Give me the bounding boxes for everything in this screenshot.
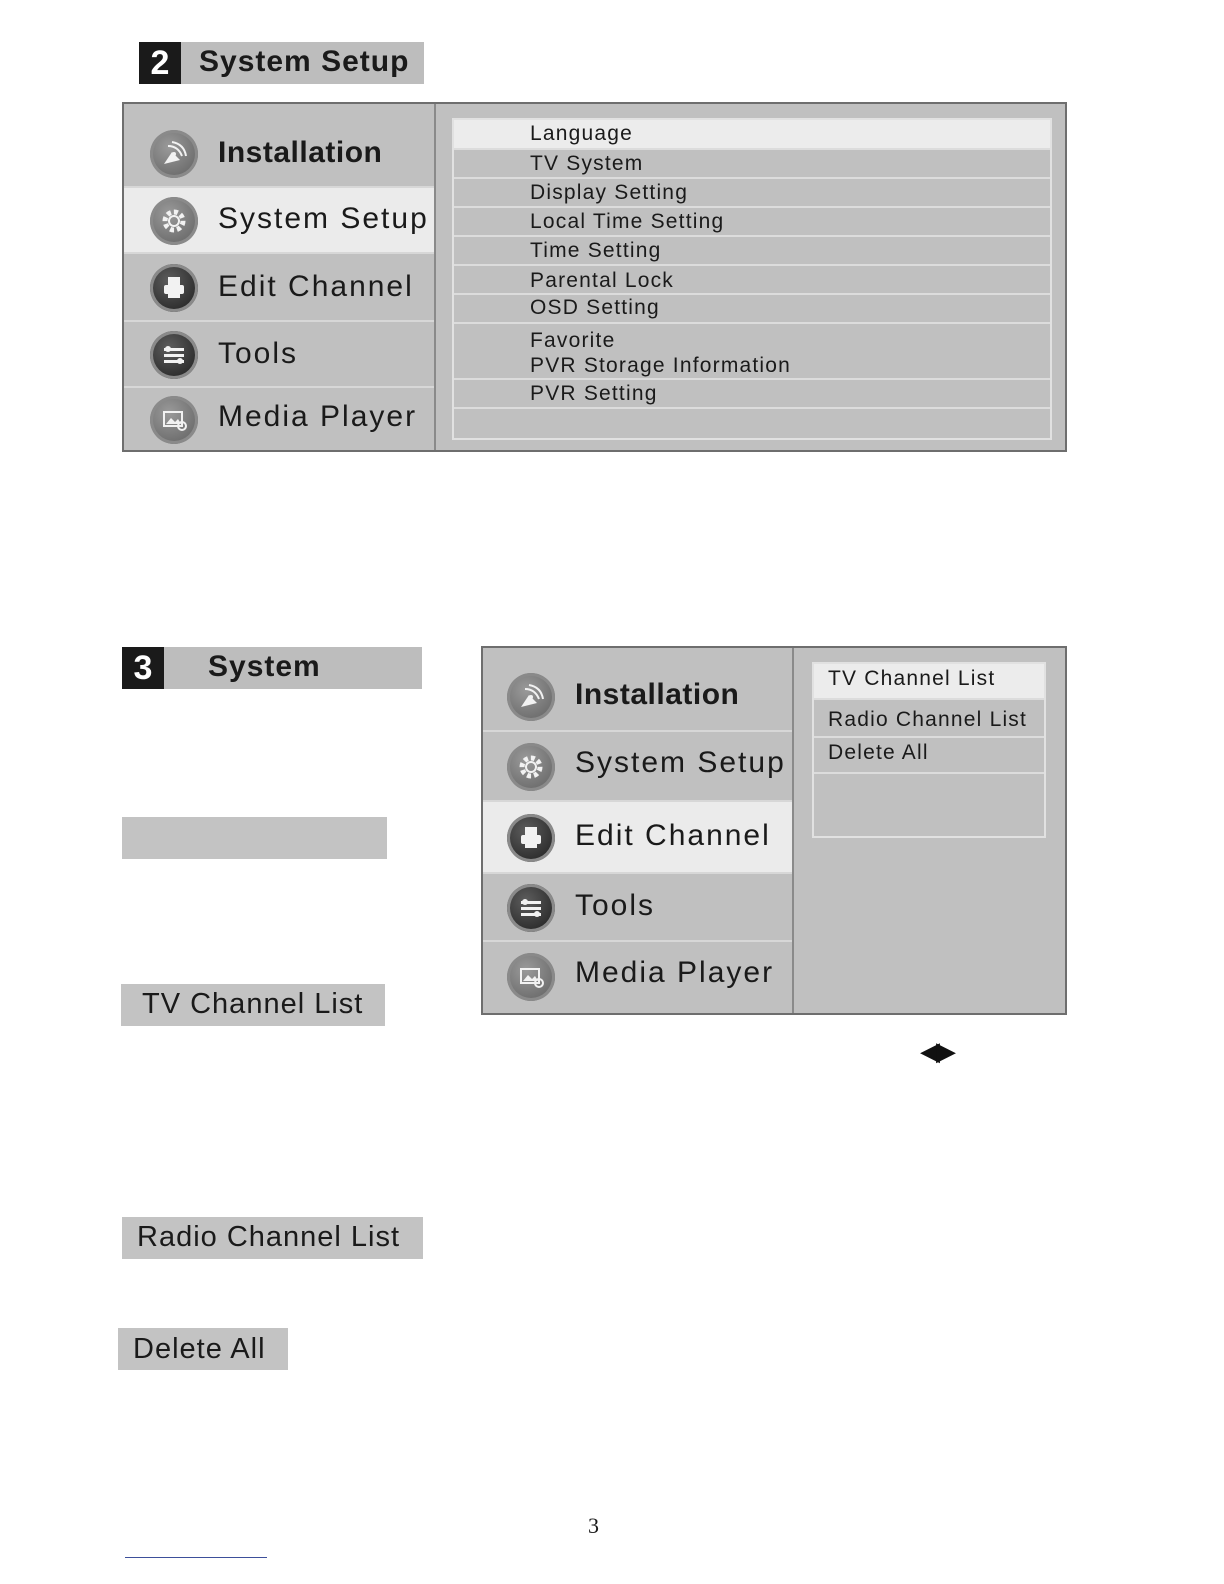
section-number: 2 bbox=[139, 42, 181, 84]
menu-item-tools[interactable] bbox=[483, 874, 792, 942]
edit-channel-menu-frame bbox=[481, 646, 1067, 1015]
section-title: System Setup bbox=[199, 45, 410, 78]
menu-item-media-player[interactable] bbox=[124, 388, 434, 450]
menu-item-edit-channel[interactable] bbox=[124, 254, 434, 322]
submenu-item-tv-channel-list[interactable]: TV Channel List bbox=[814, 664, 1044, 700]
submenu-item-favorite[interactable]: Favorite bbox=[530, 329, 616, 352]
radio-channel-list-label: Radio Channel List bbox=[122, 1217, 423, 1259]
submenu-item-parental-lock[interactable]: Parental Lock bbox=[454, 266, 1050, 295]
menu-item-system-setup[interactable] bbox=[124, 188, 434, 254]
submenu-item-delete-all[interactable]: Delete All bbox=[814, 738, 1044, 774]
menu-label: Media Player bbox=[575, 956, 775, 989]
submenu-item-radio-channel-list[interactable]: Radio Channel List bbox=[814, 700, 1044, 738]
section-title: System bbox=[208, 650, 321, 683]
tv-channel-list-label: TV Channel List bbox=[121, 984, 385, 1026]
menu-item-system-setup[interactable] bbox=[483, 732, 792, 802]
left-right-arrows: ◀▶ bbox=[920, 1036, 952, 1066]
menu-label: Installation bbox=[218, 136, 383, 169]
submenu-item-tv-system[interactable]: TV System bbox=[454, 150, 1050, 179]
menu-item-installation[interactable] bbox=[483, 662, 792, 732]
submenu-item-osd-setting[interactable]: OSD Setting bbox=[454, 295, 1050, 324]
submenu-panel bbox=[812, 662, 1046, 838]
section-number: 3 bbox=[122, 647, 164, 689]
gear-icon bbox=[150, 197, 198, 245]
system-setup-menu-frame bbox=[122, 102, 1067, 452]
submenu-item-time-setting[interactable]: Time Setting bbox=[454, 237, 1050, 266]
menu-item-media-player[interactable] bbox=[483, 942, 792, 1013]
tools-icon bbox=[150, 331, 198, 379]
menu-label: Tools bbox=[218, 337, 299, 370]
media-image-icon bbox=[507, 953, 555, 1001]
delete-all-label: Delete All bbox=[118, 1328, 288, 1370]
submenu-item-local-time-setting[interactable]: Local Time Setting bbox=[454, 208, 1050, 237]
menu-label: Edit Channel bbox=[218, 270, 414, 303]
satellite-dish-icon bbox=[150, 130, 198, 178]
menu-item-tools[interactable] bbox=[124, 322, 434, 388]
satellite-dish-icon bbox=[507, 673, 555, 721]
main-menu bbox=[124, 104, 436, 450]
submenu-item-display-setting[interactable]: Display Setting bbox=[454, 179, 1050, 208]
menu-item-installation[interactable] bbox=[124, 120, 434, 188]
submenu-item-pvr-setting[interactable]: PVR Setting bbox=[454, 380, 1050, 409]
submenu-panel bbox=[452, 118, 1052, 440]
printer-icon bbox=[507, 814, 555, 862]
menu-label: Installation bbox=[575, 678, 740, 711]
menu-label: Edit Channel bbox=[575, 819, 771, 852]
blank-label-box bbox=[122, 817, 387, 859]
tools-icon bbox=[507, 884, 555, 932]
page-number: 3 bbox=[588, 1513, 599, 1538]
gear-icon bbox=[507, 743, 555, 791]
submenu-item-pvr-storage-information[interactable]: PVR Storage Information bbox=[454, 351, 1050, 380]
menu-label: Media Player bbox=[218, 400, 418, 433]
submenu-item-language[interactable]: Language bbox=[454, 120, 1050, 150]
menu-label: System Setup bbox=[218, 202, 429, 235]
printer-icon bbox=[150, 264, 198, 312]
main-menu bbox=[483, 648, 794, 1013]
section-3-header bbox=[122, 647, 422, 689]
menu-label: Tools bbox=[575, 889, 656, 922]
media-image-icon bbox=[150, 396, 198, 444]
footer-line bbox=[125, 1557, 267, 1558]
menu-label: System Setup bbox=[575, 746, 786, 779]
section-2-header bbox=[139, 42, 424, 84]
menu-item-edit-channel[interactable] bbox=[483, 802, 792, 874]
